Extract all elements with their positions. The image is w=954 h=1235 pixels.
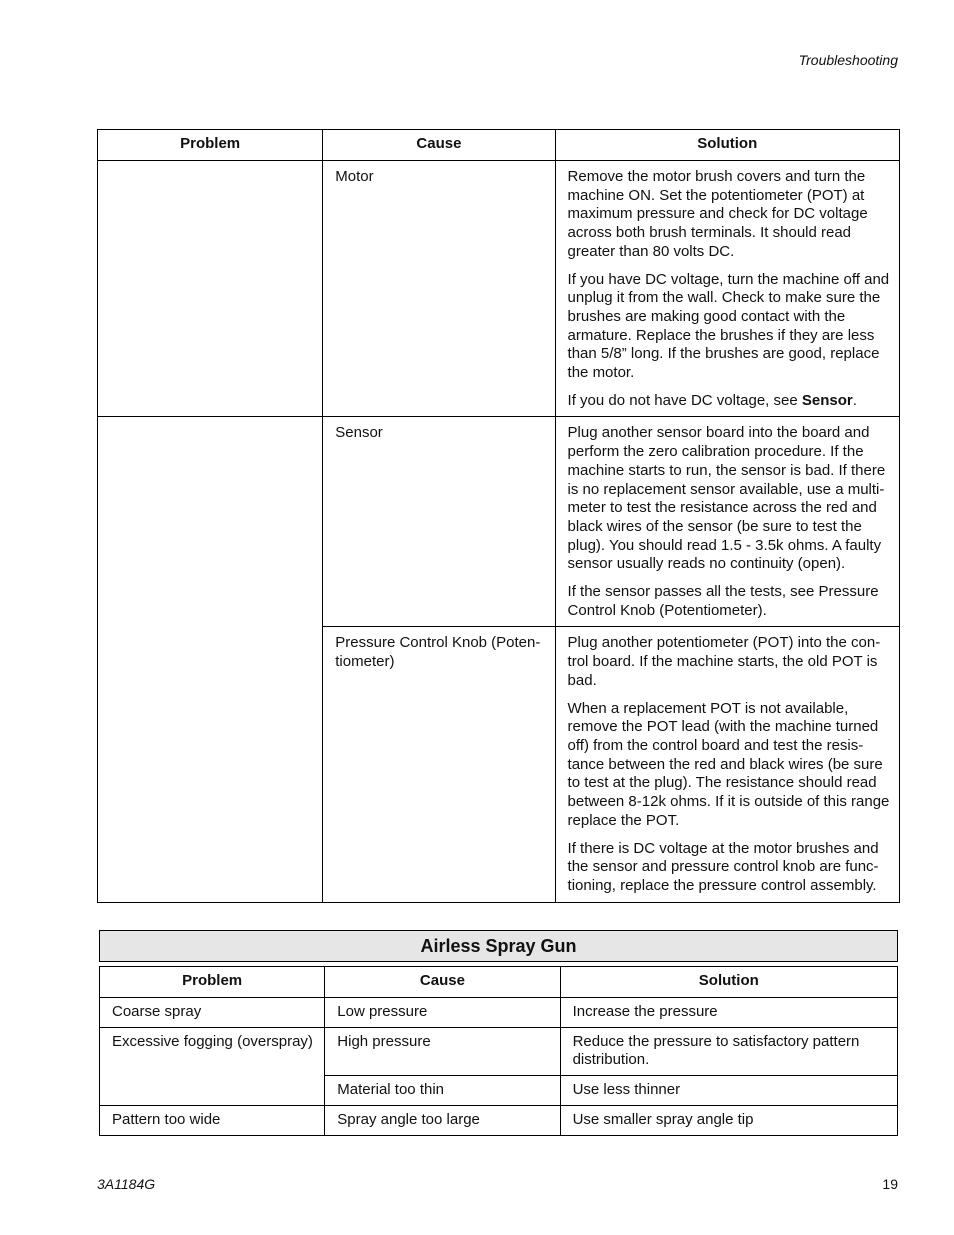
- cause-cell: Low pressure: [325, 998, 560, 1028]
- page-number: 19: [882, 1176, 898, 1192]
- cause-cell: Sensor: [323, 417, 555, 627]
- header-solution: Solution: [560, 967, 897, 998]
- document-number: 3A1184G: [97, 1176, 156, 1192]
- running-header: Troubleshooting: [798, 52, 898, 68]
- spray-gun-table: [99, 966, 898, 1136]
- solution-text: [568, 392, 891, 411]
- header-problem: Problem: [98, 130, 323, 161]
- cause-cell: Spray angle too large: [325, 1105, 560, 1135]
- cross-reference: Sensor: [801, 391, 853, 409]
- table-row: [100, 1027, 898, 1075]
- problem-cell: [98, 417, 323, 902]
- solution-cell: [555, 417, 899, 627]
- problem-cell: Coarse spray: [100, 998, 325, 1028]
- table-header-row: [100, 967, 898, 998]
- table-row: [100, 1105, 898, 1135]
- table-header-row: [98, 130, 900, 161]
- solution-text: If the sensor passes all the tests, see Pressure Control Knob (Potentiometer).: [567, 583, 879, 619]
- header-cause: Cause: [323, 130, 555, 161]
- cause-cell: Pressure Control Knob (Poten-tiometer): [323, 627, 555, 902]
- solution-text-prefix: If you do not have DC voltage, see: [567, 391, 802, 409]
- cause-cell: Motor: [323, 161, 555, 417]
- header-solution: Solution: [555, 130, 899, 161]
- solution-text: If you have DC voltage, turn the machine off and unplug it from the wall. Check to make sure the brushes are making good contact with the armature. Replace the brushes if they are less than 5/8” long. If the brushes are good, replace the motor.: [567, 270, 890, 382]
- solution-text: If there is DC voltage at the motor brushes and the sensor and pressure control knob are func-tioning, replace the pressure control assembly.: [567, 839, 879, 894]
- solution-text: Plug another sensor board into the board and perform the zero calibration procedure. If the machine starts to run, the sensor is bad. If there is no replacement sensor available, use a multi-meter to test the resistance across the red and black wires of the sensor (be sure to test the plug). You should read 1.5 - 3.5k ohms. A faulty sensor usually reads no continuity (open).: [567, 424, 886, 573]
- solution-cell: Use less thinner: [560, 1076, 897, 1106]
- table-row: [98, 417, 900, 627]
- solution-cell: [555, 627, 899, 902]
- solution-cell: Use smaller spray angle tip: [560, 1105, 897, 1135]
- cause-cell: Material too thin: [325, 1076, 560, 1106]
- solution-cell: Reduce the pressure to satisfactory pattern distribution.: [560, 1027, 897, 1075]
- table-row: [100, 998, 898, 1028]
- problem-cell: Excessive fogging (overspray): [100, 1027, 325, 1105]
- header-cause: Cause: [325, 967, 560, 998]
- cause-cell: High pressure: [325, 1027, 560, 1075]
- solution-cell: Increase the pressure: [560, 998, 897, 1028]
- solution-text: When a replacement POT is not available, remove the POT lead (with the machine turned off) from the control board and test the resis-tance between the red and black wires (be sure to test at the plug). The resistance should read between 8-12k ohms. If it is outside of this range replace the POT.: [567, 699, 890, 829]
- header-problem: Problem: [100, 967, 325, 998]
- troubleshooting-table: [97, 129, 900, 903]
- solution-text-suffix: .: [852, 391, 857, 409]
- section-title: Airless Spray Gun: [99, 930, 898, 962]
- solution-text: Remove the motor brush covers and turn the machine ON. Set the potentiometer (POT) at maximum pressure and check for DC voltage across both brush terminals. It should read greater than 80 volts DC.: [567, 168, 868, 260]
- table-row: [98, 161, 900, 417]
- problem-cell: [98, 161, 323, 417]
- problem-cell: Pattern too wide: [100, 1105, 325, 1135]
- solution-cell: [555, 161, 899, 417]
- solution-text: Plug another potentiometer (POT) into the con-trol board. If the machine starts, the old POT is bad.: [567, 634, 881, 689]
